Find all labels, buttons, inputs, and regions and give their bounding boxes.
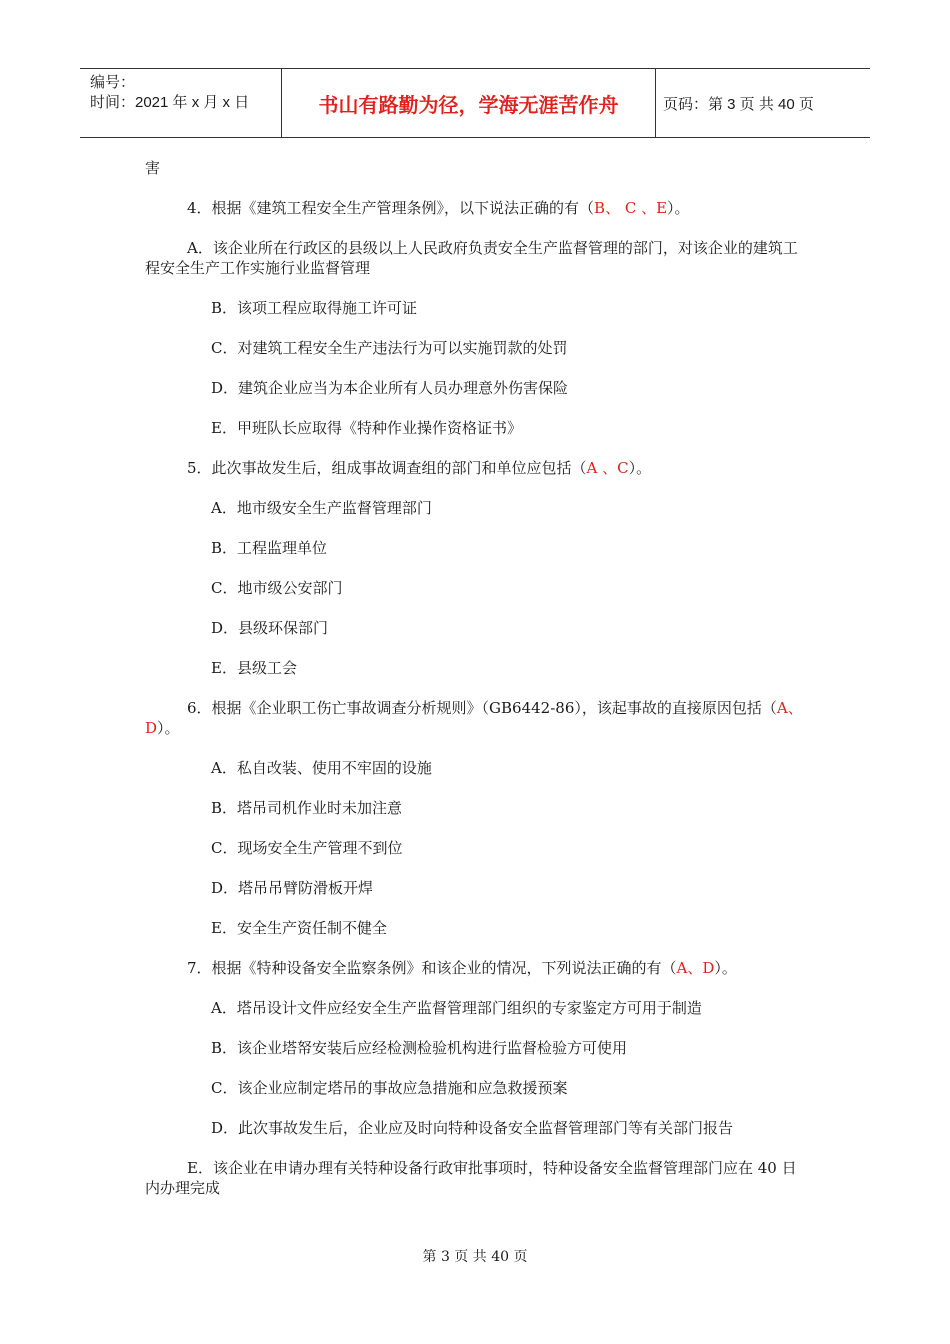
question-5-option-b: B．工程监理单位 bbox=[211, 539, 328, 557]
question-6-answer: A、D bbox=[145, 699, 803, 737]
page-footer: 第 3 页 共 40 页 bbox=[422, 1249, 528, 1265]
question-7-option-e: E．该企业在申请办理有关特种设备行政审批事项时，特种设备安全监督管理部门应在 40 日内办理完成 bbox=[145, 1159, 797, 1197]
question-6-option-e: E．安全生产资任制不健全 bbox=[211, 919, 387, 937]
question-5-option-d: D．县级环保部门 bbox=[211, 619, 329, 637]
question-6-option-d: D．塔吊吊臂防滑板开焊 bbox=[211, 879, 374, 897]
question-7-stem: 7．根据《特种设备安全监察条例》和该企业的情况，下列说法正确的有（A、D）。 bbox=[187, 959, 737, 977]
lead-fragment: 害 bbox=[145, 159, 161, 177]
document-number-label: 编号： bbox=[90, 74, 136, 91]
header-meta bbox=[80, 69, 280, 137]
question-7-option-a: A．塔吊设计文件应经安全生产监督管理部门组织的专家鉴定方可用于制造 bbox=[211, 999, 702, 1017]
question-7-option-b: B．该企业塔帑安装后应经检测检验机构进行监督检验方可使用 bbox=[211, 1039, 628, 1057]
document-body bbox=[145, 158, 810, 1218]
question-4-option-e: E．甲班队长应取得《特种作业操作资格证书》 bbox=[211, 419, 522, 437]
question-6-option-b: B．塔吊司机作业时未加注意 bbox=[211, 799, 403, 817]
header-page-label: 页码：第 3 页 共 40 页 bbox=[663, 95, 814, 113]
question-4-option-c: C．对建筑工程安全生产违法行为可以实施罚款的处罚 bbox=[211, 339, 568, 357]
document-time-label: 时间：2021 年 x 月 x 日 bbox=[90, 94, 250, 111]
page-header bbox=[80, 68, 870, 138]
question-7-answer: A、D bbox=[676, 959, 715, 977]
question-6-option-c: C．现场安全生产管理不到位 bbox=[211, 839, 403, 857]
question-7-option-c: C．该企业应制定塔吊的事故应急措施和应急救援预案 bbox=[211, 1079, 568, 1097]
question-5-stem: 5．此次事故发生后，组成事故调查组的部门和单位应包括（A 、C）。 bbox=[187, 459, 652, 477]
question-4-stem: 4．根据《建筑工程安全生产管理条例》，以下说法正确的有（B、 C 、E）。 bbox=[187, 199, 690, 217]
question-5-option-c: C．地市级公安部门 bbox=[211, 579, 343, 597]
header-motto: 书山有路勤为径，学海无涯苦作舟 bbox=[281, 69, 656, 137]
question-5-answer: A 、C bbox=[586, 459, 629, 477]
question-7-option-d: D．此次事故发生后，企业应及时向特种设备安全监督管理部门等有关部门报告 bbox=[211, 1119, 734, 1137]
question-6-stem: 6．根据《企业职工伤亡事故调查分析规则》（GB6442-86），该起事故的直接原因包括（A、D）。 bbox=[145, 699, 803, 737]
question-5-option-e: E．县级工会 bbox=[211, 659, 297, 677]
question-4-option-b: B．该项工程应取得施工许可证 bbox=[211, 299, 418, 317]
question-5-option-a: A．地市级安全生产监督管理部门 bbox=[211, 499, 432, 517]
question-4-option-a: A．该企业所在行政区的县级以上人民政府负责安全生产监督管理的部门，对该企业的建筑工程安全生产工作实施行业监督管理 bbox=[145, 239, 798, 277]
question-4-answer: B、 C 、E bbox=[594, 199, 668, 217]
question-4-option-d: D．建筑企业应当为本企业所有人员办理意外伤害保险 bbox=[211, 379, 569, 397]
question-6-option-a: A．私自改装、使用不牢固的设施 bbox=[211, 759, 432, 777]
